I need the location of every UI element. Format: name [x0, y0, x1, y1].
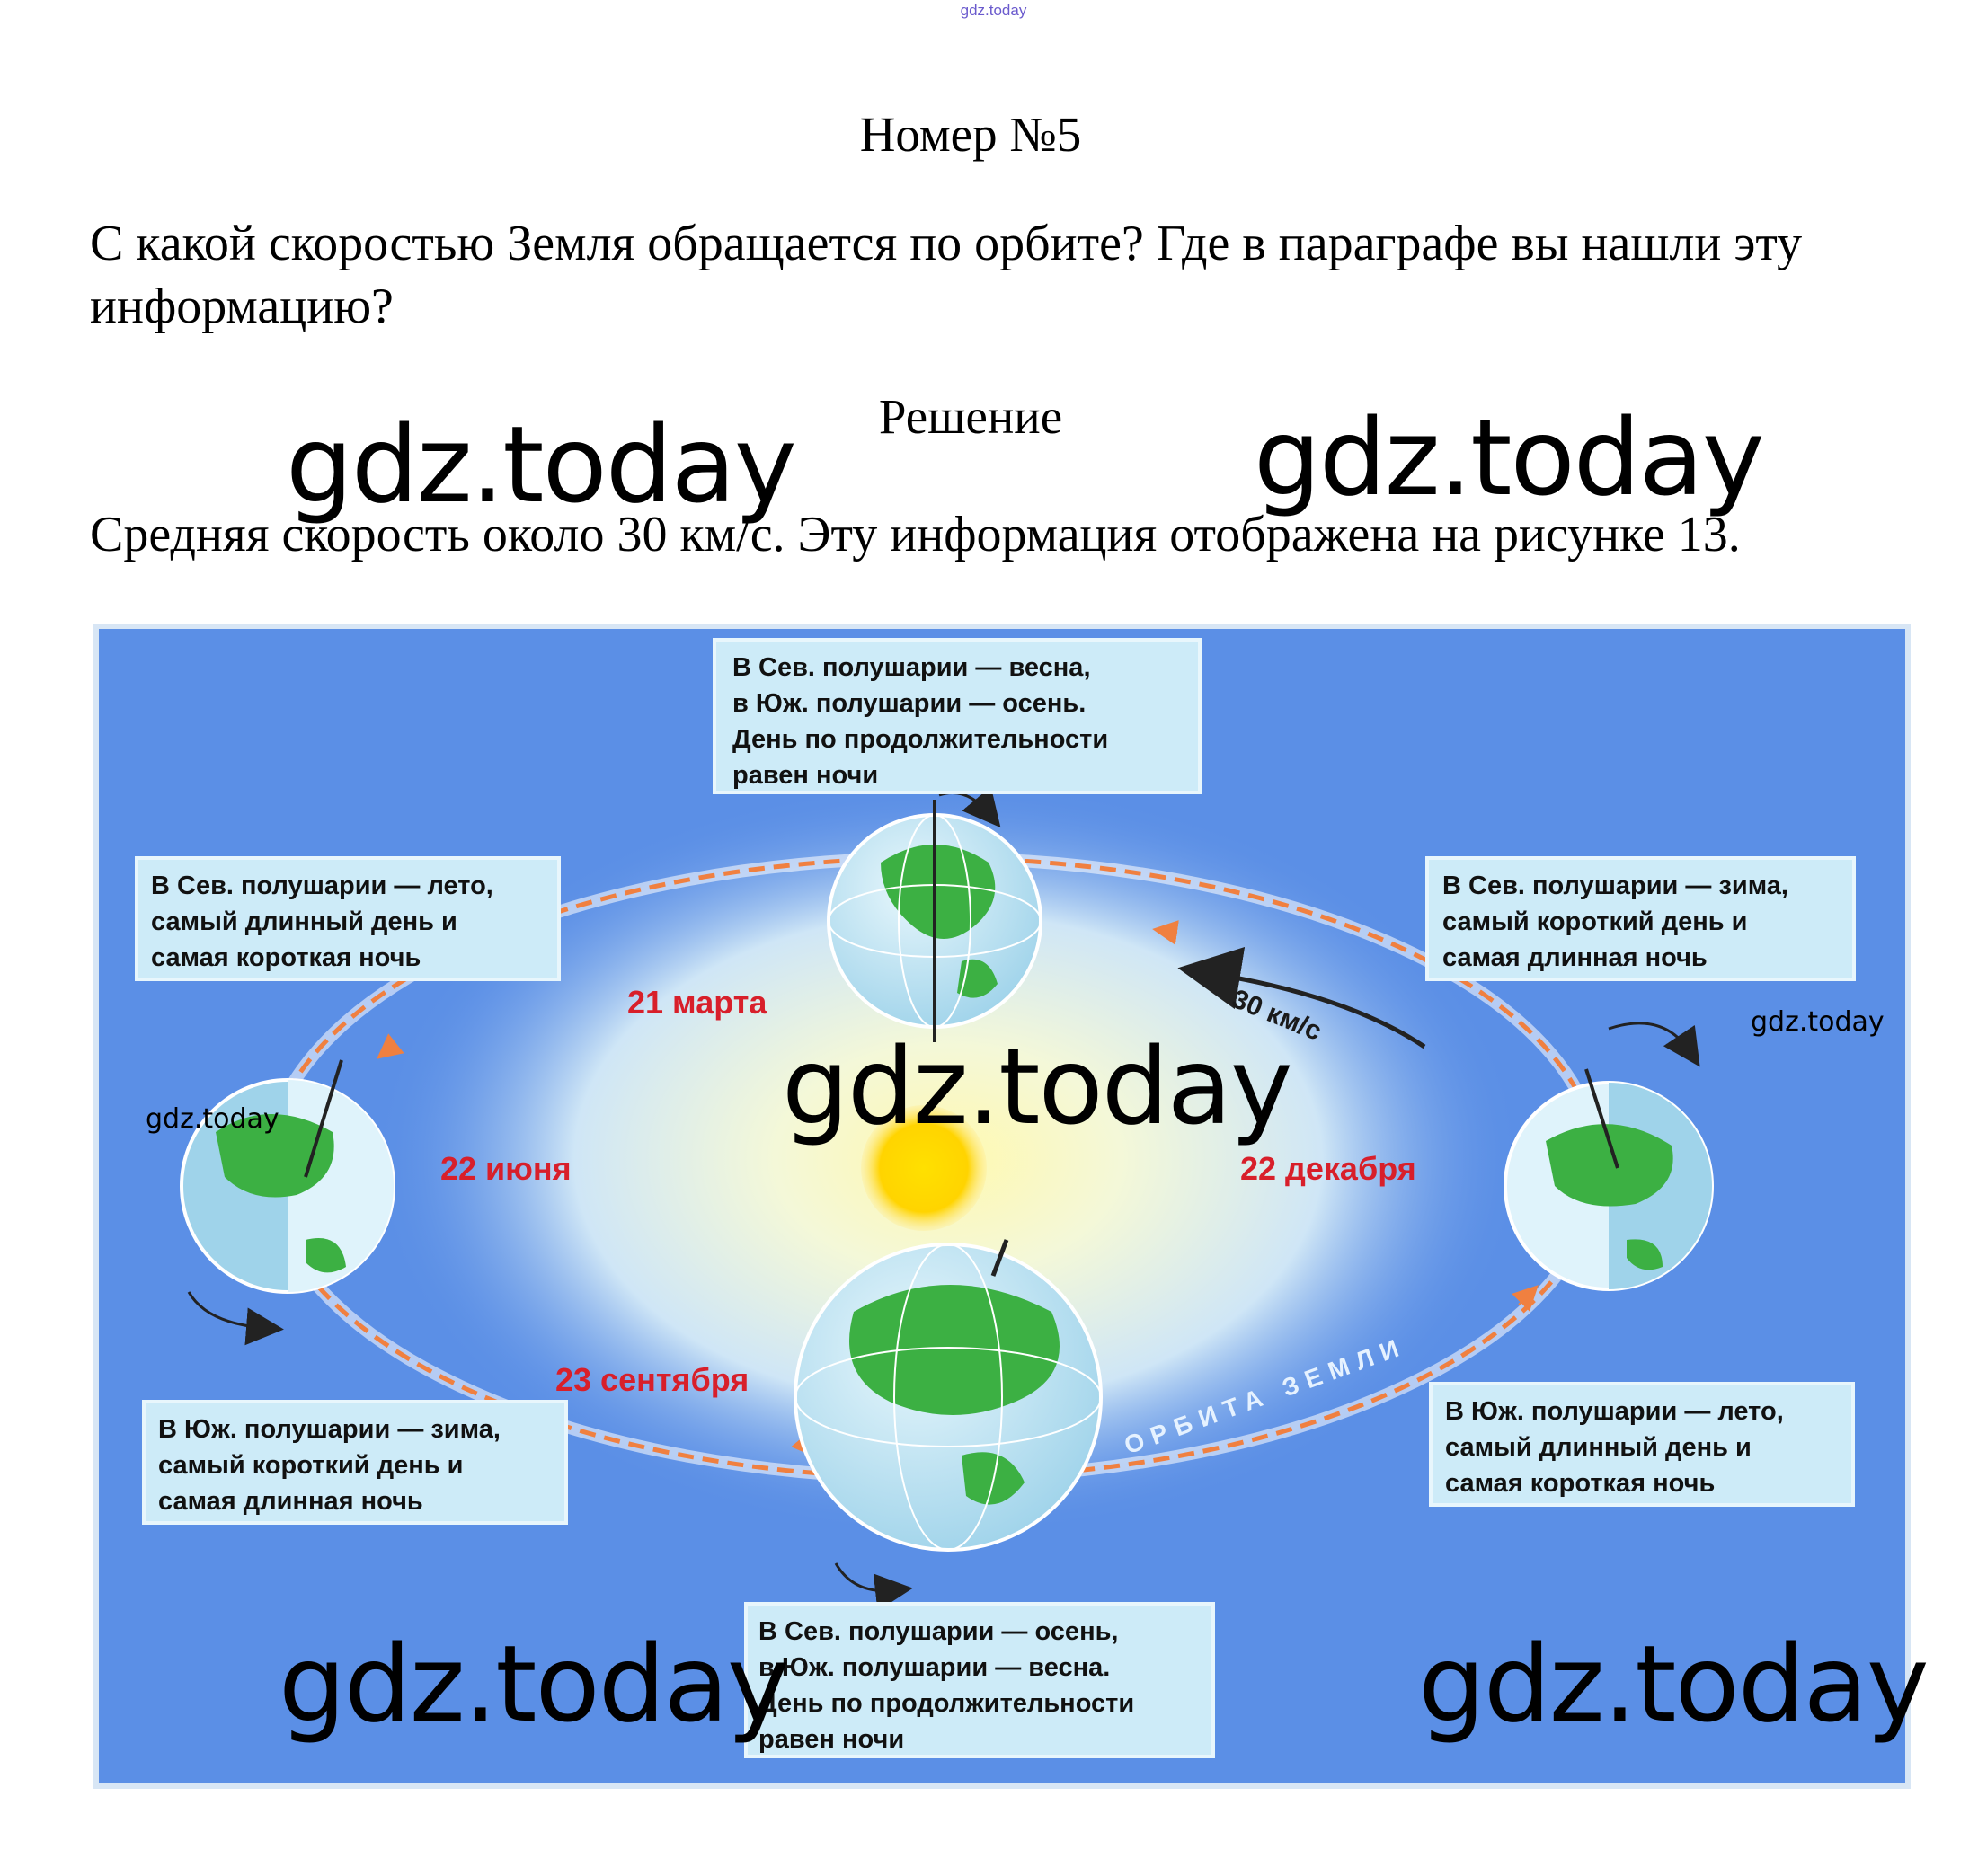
- info-box-bottom: [746, 1604, 1213, 1757]
- watermark: gdz.today: [279, 1622, 788, 1746]
- date-label-march: 21 марта: [627, 984, 767, 1021]
- date-label-september: 23 сентября: [555, 1361, 750, 1398]
- page-title: Номер №5: [859, 107, 1082, 162]
- info-box-top: [714, 640, 1200, 792]
- solution-heading: Решение: [878, 389, 1063, 444]
- watermark-small: gdz.today: [146, 1103, 279, 1135]
- date-label-june: 22 июня: [440, 1150, 572, 1187]
- svg-text:В Сев. полушарии — зима,: В Сев. полушарии — зима, самый короткий день и самая длинная ночь: [1442, 872, 1788, 972]
- watermark: gdz.today: [782, 1024, 1291, 1148]
- svg-text:В Юж. полушарии — лето,: В Юж. полушарии — лето, самый длинный день и самая короткая ночь: [1445, 1397, 1784, 1498]
- speed-label: 30 км/с: [1228, 984, 1326, 1047]
- question-text: С какой скоростью Земля обращается по орбите? Где в параграфе вы нашли эту информацию?: [90, 216, 1803, 334]
- watermark: gdz.today: [286, 403, 795, 527]
- svg-text:В Сев. полушарии — лето,: В Сев. полушарии — лето, самый длинный день и самая короткая ночь: [151, 872, 493, 972]
- svg-text:В Сев. полушарии — осень,: В Сев. полушарии — осень, в Юж. полушарии — весна. День по продолжительности равен ночи: [758, 1617, 1135, 1754]
- answer-text: Средняя скорость около 30 км/с. Эту информация отображена на рисунке 13.: [90, 507, 1741, 562]
- watermark-small: gdz.today: [1751, 1006, 1885, 1038]
- info-box-bottom-right: [1431, 1384, 1853, 1505]
- info-box-top-right: [1427, 858, 1854, 979]
- date-label-december: 22 декабря: [1240, 1150, 1416, 1187]
- watermark: gdz.today: [1254, 395, 1763, 519]
- svg-text:В Юж. полушарии — зима,: В Юж. полушарии — зима, самый короткий день и самая длинная ночь: [158, 1415, 501, 1516]
- info-box-top-left: [137, 858, 559, 979]
- watermark: gdz.today: [1418, 1622, 1928, 1746]
- orbit-label: ОРБИТА ЗЕМЛИ: [1120, 1331, 1410, 1460]
- info-box-bottom-left: [144, 1402, 566, 1523]
- svg-text:В Сев. полушарии — весна,: В Сев. полушарии — весна, в Юж. полушарии — осень. День по продолжительности равен ночи: [732, 653, 1109, 790]
- top-watermark: gdz.today: [960, 2, 1027, 19]
- globe-september: [795, 1240, 1101, 1550]
- earth-orbit-figure: [99, 629, 1905, 1783]
